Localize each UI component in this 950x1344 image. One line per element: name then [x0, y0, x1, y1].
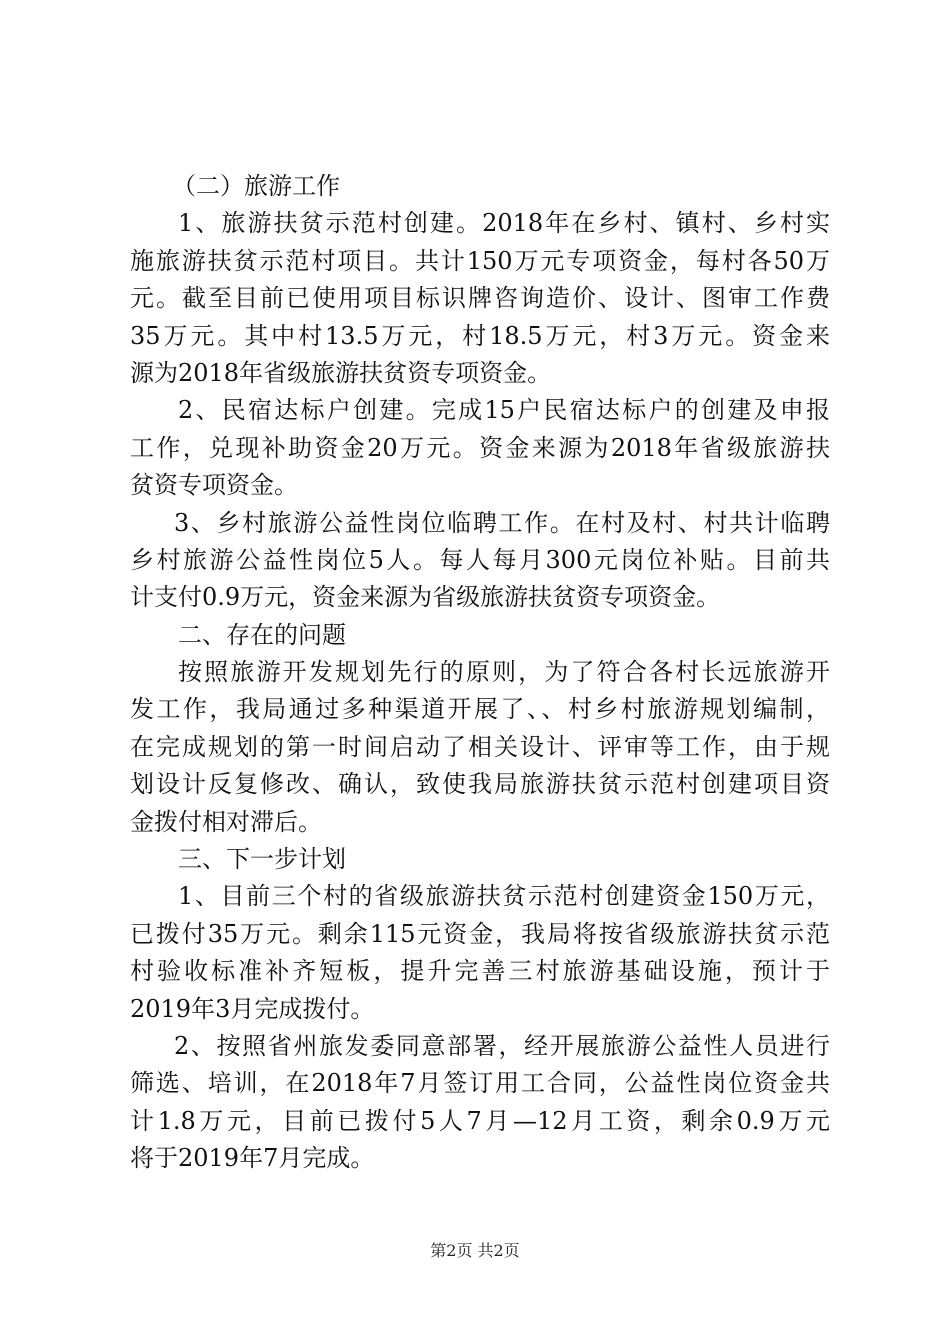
paragraph-line: 按照旅游开发规划先行的原则，为了符合各村长远旅游开	[178, 658, 830, 687]
paragraph-line: 筛选、培训，在2018年7月签订用工合同，公益性岗位资金共	[130, 1069, 830, 1098]
page-number-footer: 第2页 共2页	[430, 1241, 520, 1260]
paragraph-line: 2、民宿达标户创建。完成15户民宿达标户的创建及申报	[178, 396, 830, 425]
paragraph-line: 已拨付35万元。剩余115元资金，我局将按省级旅游扶贫示范	[130, 919, 830, 948]
document-body	[130, 168, 830, 1178]
paragraph-line: 在完成规划的第一时间启动了相关设计、评审等工作，由于规	[130, 732, 830, 761]
paragraph-line: 1、旅游扶贫示范村创建。2018年在乡村、镇村、乡村实	[178, 209, 830, 238]
section-heading-next-plan: 三、下一步计划	[178, 845, 346, 874]
paragraph-line: 计支付0.9万元，资金来源为省级旅游扶贫资专项资金。	[130, 583, 721, 612]
paragraph-line: 3、乡村旅游公益性岗位临聘工作。在村及村、村共计临聘	[174, 508, 830, 537]
paragraph-line: 划设计反复修改、确认，致使我局旅游扶贫示范村创建项目资	[130, 770, 830, 799]
paragraph-line: 施旅游扶贫示范村项目。共计150万元专项资金，每村各50万	[130, 246, 830, 275]
paragraph-line: 贫资专项资金。	[130, 471, 298, 500]
paragraph-line: 将于2019年7月完成。	[130, 1144, 375, 1173]
paragraph-line: 发工作，我局通过多种渠道开展了、、村乡村旅游规划编制，	[130, 695, 830, 724]
paragraph-line: 工作，兑现补助资金20万元。资金来源为2018年省级旅游扶	[130, 433, 830, 462]
paragraph-line: 村验收标准补齐短板，提升完善三村旅游基础设施，预计于	[130, 957, 830, 986]
paragraph-line: 计1.8万元，目前已拨付5人7月—12月工资，剩余0.9万元	[130, 1106, 830, 1135]
section-heading-problems: 二、存在的问题	[178, 620, 346, 649]
section-heading-tourism-work: （二）旅游工作	[172, 172, 340, 200]
paragraph-line: 1、目前三个村的省级旅游扶贫示范村创建资金150万元，	[178, 882, 830, 911]
paragraph-line: 乡村旅游公益性岗位5人。每人每月300元岗位补贴。目前共	[130, 545, 830, 574]
paragraph-line: 源为2018年省级旅游扶贫资专项资金。	[130, 358, 552, 387]
paragraph-line: 2019年3月完成拨付。	[130, 994, 375, 1023]
paragraph-line: 元。截至目前已使用项目标识牌咨询造价、设计、图审工作费	[130, 284, 830, 313]
paragraph-line: 金拨付相对滞后。	[130, 807, 322, 836]
paragraph-line: 2、按照省州旅发委同意部署，经开展旅游公益性人员进行	[174, 1031, 830, 1060]
paragraph-line: 35万元。其中村13.5万元，村18.5万元，村3万元。资金来	[130, 321, 830, 350]
